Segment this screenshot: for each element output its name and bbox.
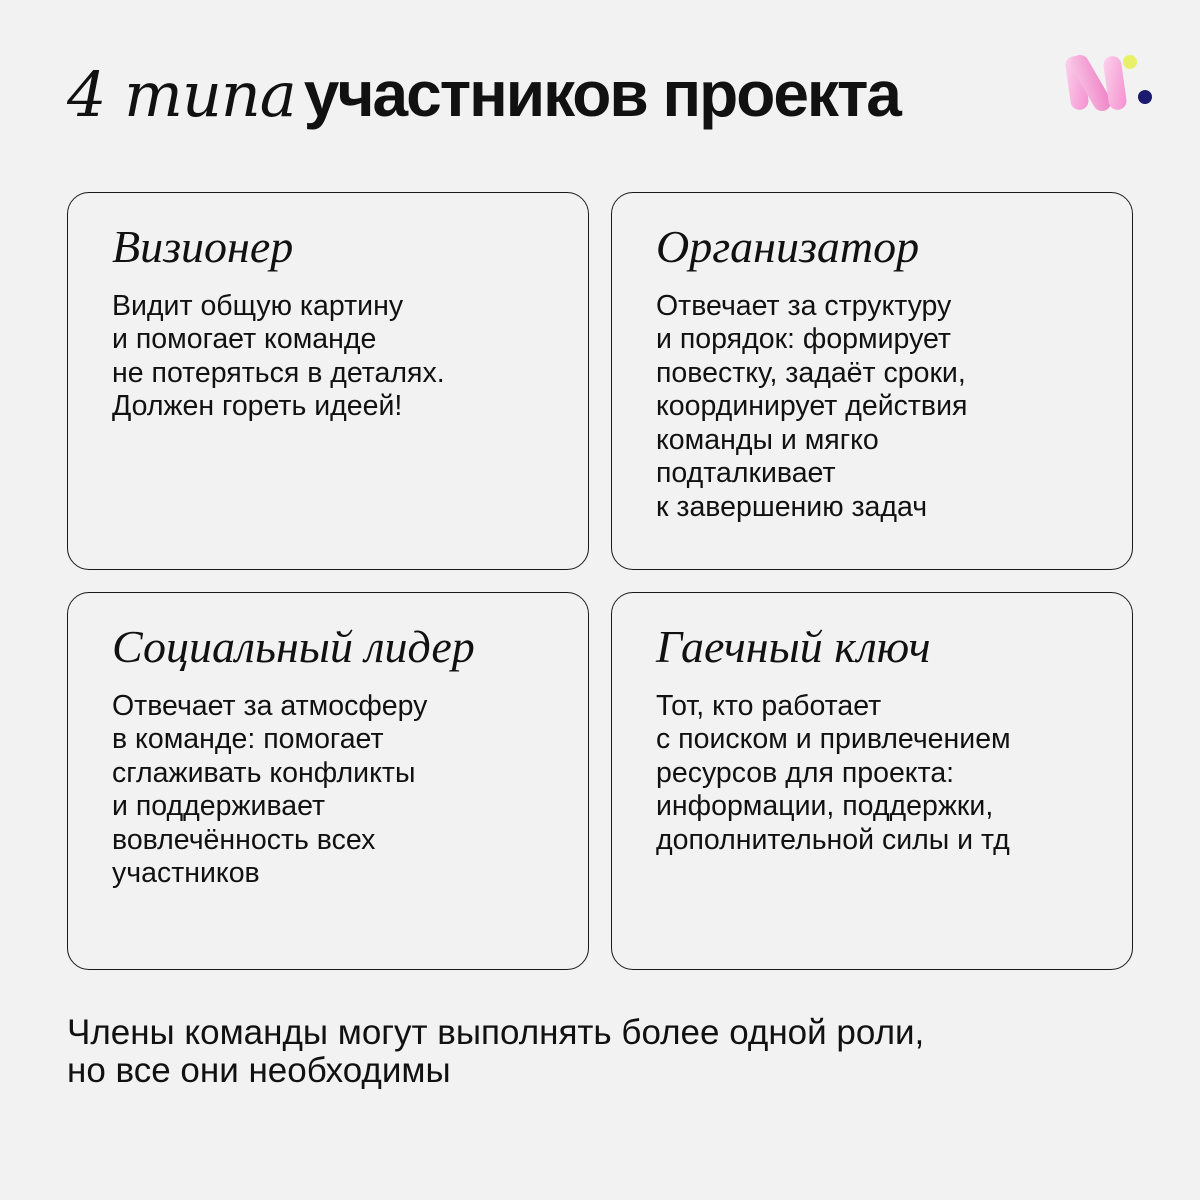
- role-description: Видит общую картину и помогает команде не потеряться в деталях. Должен гореть идеей!: [112, 289, 445, 423]
- role-card-social-leader: [67, 592, 589, 970]
- role-card-wrench: [611, 592, 1133, 970]
- role-description: Отвечает за структуру и порядок: формирует повестку, задаёт сроки, координирует действия команды и мягко подталкивает к завершению задач: [656, 289, 968, 523]
- footer-note: Члены команды могут выполнять более одной роли, но все они необходимы: [67, 1013, 925, 1090]
- page-title-italic: 4 типа: [67, 58, 296, 131]
- role-description: Тот, кто работает с поиском и привлечением ресурсов для проекта: информации, поддержки, дополнительной силы и тд: [656, 689, 1011, 856]
- brand-logo-icon: [1062, 44, 1158, 124]
- role-description: Отвечает за атмосферу в команде: помогает сглаживать конфликты и поддерживает вовлечённость всех участников: [112, 689, 428, 890]
- page-title-main: участников проекта: [303, 58, 900, 130]
- role-title: Гаечный ключ: [656, 621, 931, 672]
- role-title: Визионер: [112, 221, 294, 272]
- role-title: Социальный лидер: [112, 621, 475, 672]
- page-title: [67, 58, 900, 131]
- role-card-visionary: [67, 192, 589, 570]
- role-card-organizer: [611, 192, 1133, 570]
- role-title: Организатор: [656, 221, 920, 272]
